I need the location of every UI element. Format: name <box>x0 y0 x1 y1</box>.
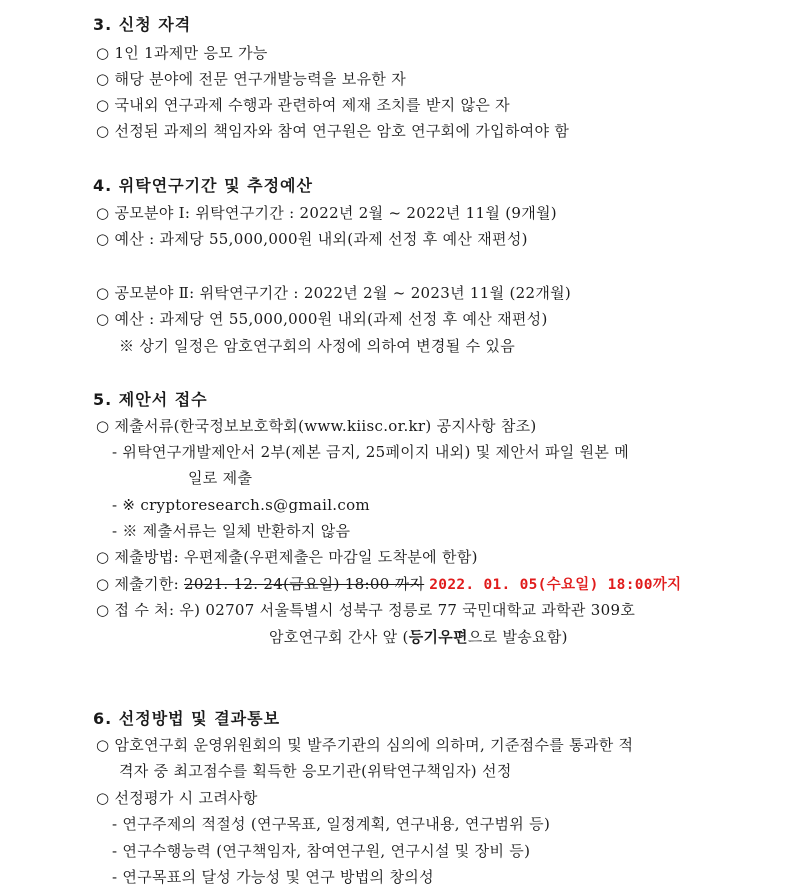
old-deadline: 2021. 12. 24(금요일) 18:00 까지 <box>184 575 425 593</box>
sub-item: - 연구목표의 달성 가능성 및 연구 방법의 창의성 <box>112 868 434 886</box>
section-3-heading: 3. 신청 자격 <box>93 15 192 34</box>
list-item: ○ 1인 1과제만 응모 가능 <box>96 44 268 62</box>
list-item: ○ 공모분야 Ⅰ: 위탁연구기간 : 2022년 2월 ~ 2022년 11월 (9개월) <box>96 204 557 222</box>
sub-item: - 연구수행능력 (연구책임자, 참여연구원, 연구시설 및 장비 등) <box>112 842 531 860</box>
sub-item: - 위탁연구개발제안서 2부(제본 금지, 25페이지 내외) 및 제안서 파일 원본 메 <box>112 443 630 461</box>
recipient-after: 으로 발송요함) <box>467 628 568 646</box>
list-item: ○ 제출방법: 우편제출(우편제출은 마감일 도착분에 한함) <box>96 548 478 566</box>
list-item: ○ 공모분야 Ⅱ: 위탁연구기간 : 2022년 2월 ~ 2023년 11월 (22개월) <box>96 284 572 302</box>
list-item: ○ 선정평가 시 고려사항 <box>96 789 258 807</box>
section-5-heading: 5. 제안서 접수 <box>93 390 208 409</box>
list-item: ○ 예산 : 과제당 55,000,000원 내외(과제 선정 후 예산 재편성) <box>96 230 528 248</box>
sub-item-email: - ※ cryptoresearch.s@gmail.com <box>112 496 370 514</box>
deadline-label: ○ 제출기한: <box>96 575 185 593</box>
sub-item: - ※ 제출서류는 일체 반환하지 않음 <box>112 522 351 540</box>
list-item: ○ 제출서류(한국정보보호학회(www.kiisc.or.kr) 공지사항 참조) <box>96 417 537 435</box>
recipient-line <box>269 627 568 647</box>
deadline-line <box>96 574 681 595</box>
section-4-heading: 4. 위탁연구기간 및 추정예산 <box>93 176 313 195</box>
registered-mail: 등기우편 <box>408 628 468 646</box>
list-item: ○ 선정된 과제의 책임자와 참여 연구원은 암호 연구회에 가입하여야 함 <box>96 122 570 140</box>
list-item-continuation: 격자 중 최고점수를 획득한 응모기관(위탁연구책임자) 선정 <box>119 762 512 780</box>
list-item: ○ 예산 : 과제당 연 55,000,000원 내외(과제 선정 후 예산 재편성) <box>96 310 548 328</box>
list-item: ○ 해당 분야에 전문 연구개발능력을 보유한 자 <box>96 70 407 88</box>
recipient-before: 암호연구회 간사 앞 ( <box>269 628 409 646</box>
list-item: ○ 국내외 연구과제 수행과 관련하여 제재 조치를 받지 않은 자 <box>96 96 510 114</box>
note: ※ 상기 일정은 암호연구회의 사정에 의하여 변경될 수 있음 <box>119 337 516 355</box>
sub-item: - 연구주제의 적절성 (연구목표, 일정계획, 연구내용, 연구범위 등) <box>112 815 551 833</box>
section-6-heading: 6. 선정방법 및 결과통보 <box>93 709 281 728</box>
new-deadline: 2022. 01. 05(수요일) 18:00까지 <box>429 577 682 593</box>
address-line: ○ 접 수 처: 우) 02707 서울특별시 성북구 정릉로 77 국민대학교 과학관 309호 <box>96 601 636 619</box>
sub-item-continuation: 일로 제출 <box>188 469 253 487</box>
list-item: ○ 암호연구회 운영위원회의 및 발주기관의 심의에 의하며, 기준점수를 통과한 적 <box>96 736 634 754</box>
